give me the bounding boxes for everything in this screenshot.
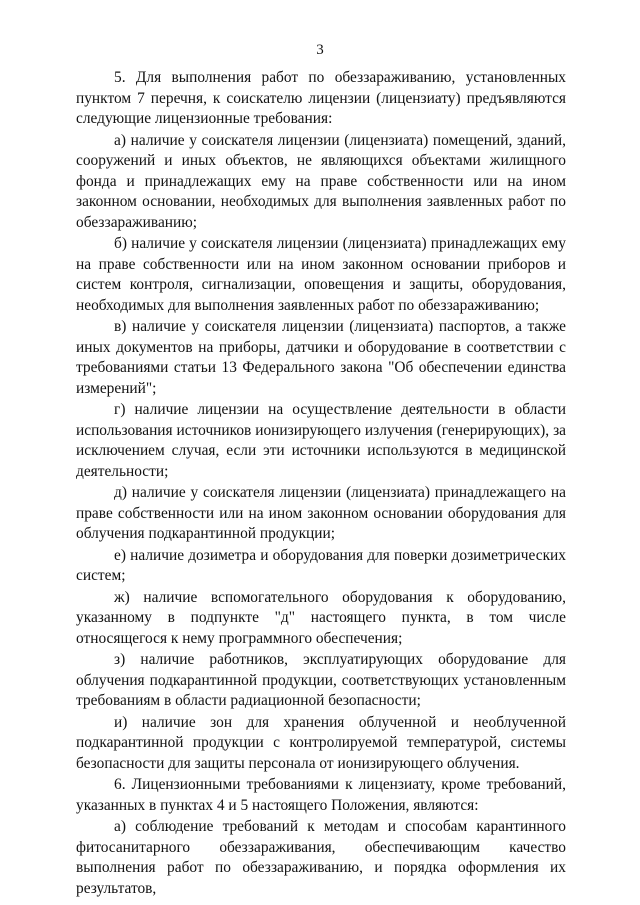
paragraph-5a: а) наличие у соискателя лицензии (лицензиата) помещений, зданий, сооружений и иных объектов, не являющихся объектами жилищного фонда и принадлежащих ему на праве собственности или на ином законном основании, необходимых для выполнения заявленных работ по обеззараживанию; <box>76 131 566 231</box>
paragraph-5v: в) наличие у соискателя лицензии (лицензиата) паспортов, а также иных документов на приборы, датчики и оборудование в соответствии с требованиями статьи 13 Федерального закона "Об обеспечении единства измерений"; <box>76 318 566 397</box>
paragraph-5z: з) наличие работников, эксплуатирующих оборудование для облучения подкарантинной продукции, соответствующих установленным требованиям в области радиационной безопасности; <box>76 651 566 709</box>
paragraph-5zh: ж) наличие вспомогательного оборудования к оборудованию, указанному в подпункте "д" настоящего пункта, в том числе относящегося к нему программного обеспечения; <box>76 588 566 647</box>
paragraph-5e: е) наличие дозиметра и оборудования для поверки дозиметрических систем; <box>76 546 566 584</box>
paragraph-6-intro: 6. Лицензионными требованиями к лицензиату, кроме требований, указанных в пунктах 4 и 5 настоящего Положения, являются: <box>76 776 566 814</box>
paragraph-5-intro: 5. Для выполнения работ по обеззараживанию, установленных пунктом 7 перечня, к соискателю лицензии (лицензиату) предъявляются следующие лицензионные требования: <box>76 69 566 127</box>
paragraph-6a: а) соблюдение требований к методам и способам карантинного фитосанитарного обеззараживания, обеспечивающим качество выполнения работ по обеззараживанию, и порядка оформления их результатов, <box>76 818 566 897</box>
paragraph-5b: б) наличие у соискателя лицензии (лицензиата) принадлежащих ему на праве собственности или на ином законном основании приборов и систем контроля, сигнализации, оповещения и защиты, оборудования, необходимых для выполнения заявленных работ по обеззараживанию; <box>76 235 566 314</box>
document-body <box>76 68 566 899</box>
paragraph-5d: д) наличие у соискателя лицензии (лицензиата) принадлежащего на праве собственности или на ином законном основании оборудования для облучения подкарантинной продукции; <box>76 484 566 542</box>
paragraph-5g: г) наличие лицензии на осуществление деятельности в области использования источников ионизирующего излучения (генерирующих), за исключением случая, если эти источники используются в медицинской деятельности; <box>76 401 566 480</box>
paragraph-5i: и) наличие зон для хранения облученной и необлученной подкарантинной продукции с контролируемой температурой, системы безопасности для защиты персонала от ионизирующего облучения. <box>76 713 566 772</box>
page-number: 3 <box>316 42 324 58</box>
